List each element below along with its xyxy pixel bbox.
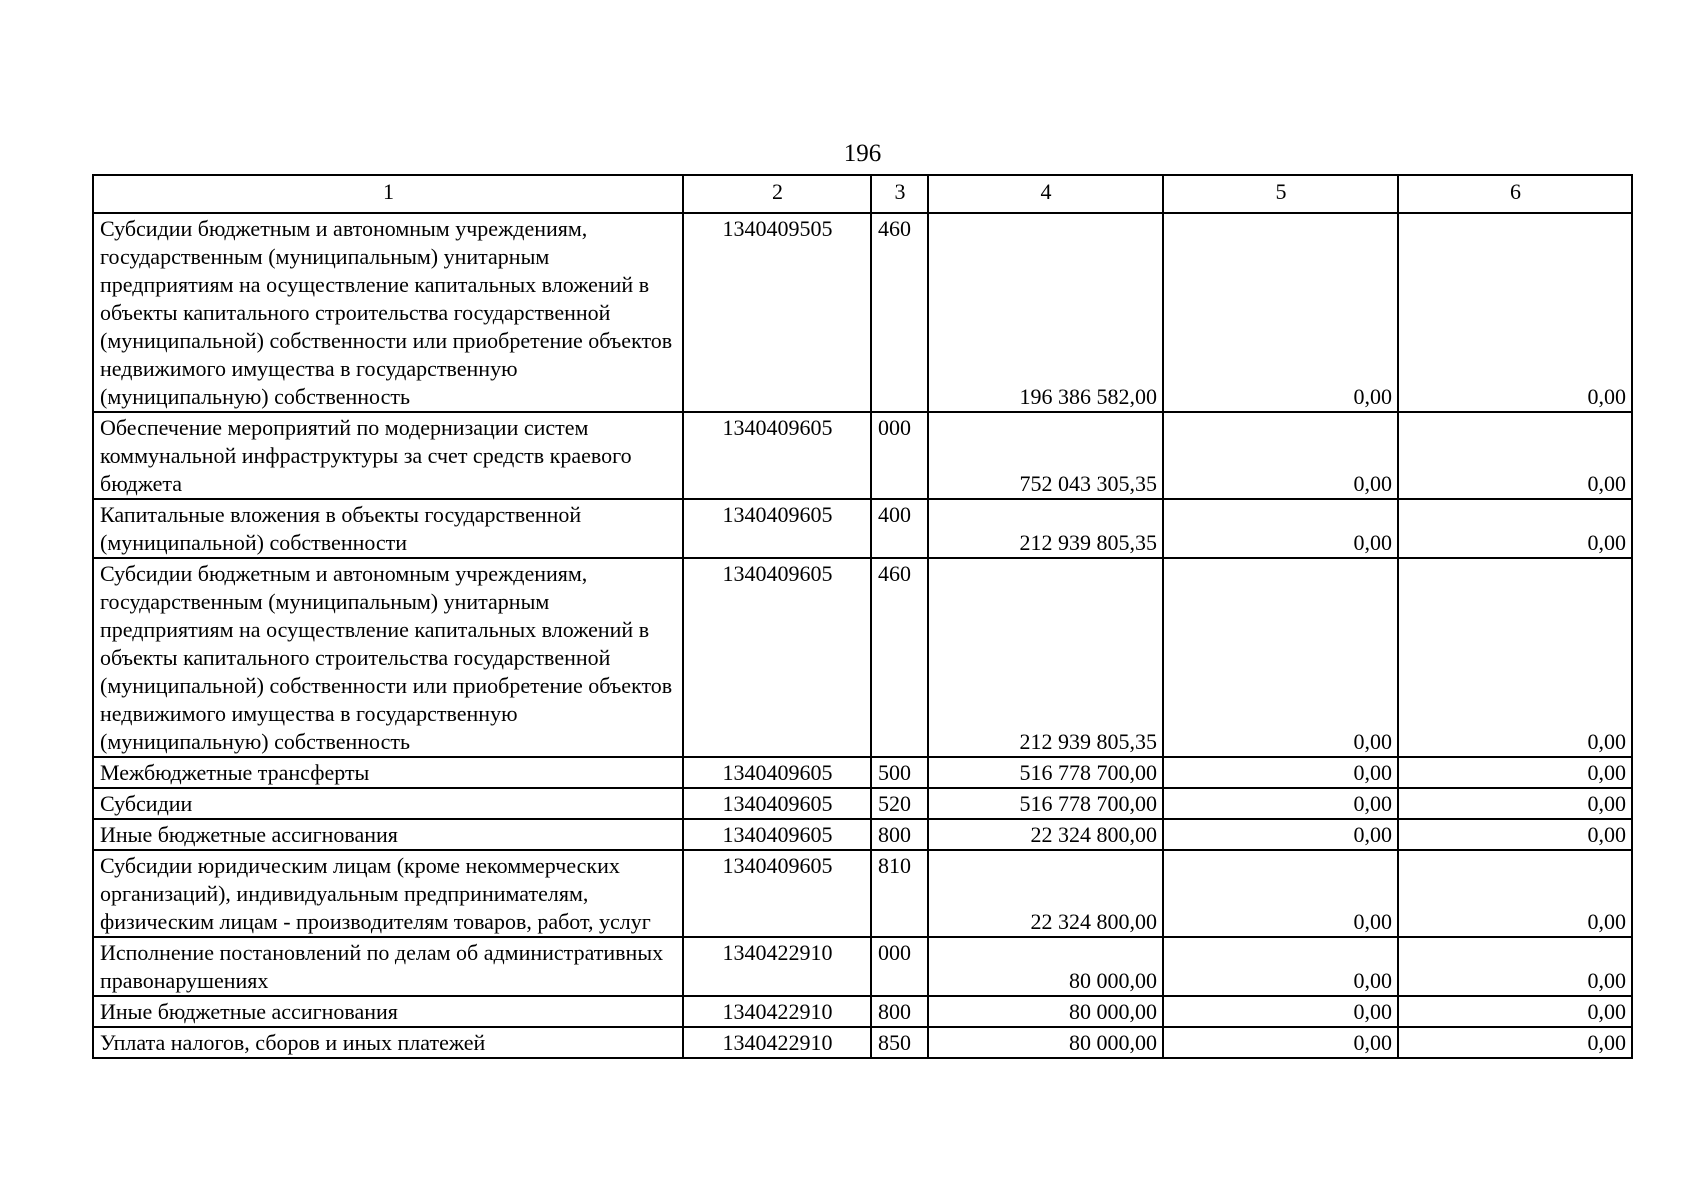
row-amount-col4: 80 000,00 xyxy=(928,1027,1163,1058)
row-amount-col5: 0,00 xyxy=(1163,788,1398,819)
table-row xyxy=(93,558,1632,757)
row-name-cell: Субсидии бюджетным и автономным учреждениям, государственным (муниципальным) унитарным предприятиям на осуществление капитальных вложений в объекты капитального строительства государственной (муниципальной) собственности или приобретение объектов недвижимого имущества в государственную (муниципальную) собственность xyxy=(93,558,683,757)
row-amount-col6: 0,00 xyxy=(1398,937,1632,996)
row-code-cell: 1340409505 xyxy=(683,213,871,412)
row-name-cell: Межбюджетные трансферты xyxy=(93,757,683,788)
table-header-row xyxy=(93,175,1632,213)
row-vr-cell: 810 xyxy=(871,850,928,937)
row-vr-cell: 800 xyxy=(871,996,928,1027)
row-amount-col4: 196 386 582,00 xyxy=(928,213,1163,412)
row-amount-col5: 0,00 xyxy=(1163,757,1398,788)
row-amount-col6: 0,00 xyxy=(1398,757,1632,788)
page-number: 196 xyxy=(843,140,882,167)
row-amount-col5: 0,00 xyxy=(1163,1027,1398,1058)
row-name-cell: Субсидии юридическим лицам (кроме некоммерческих организаций), индивидуальным предпринимателям, физическим лицам - производителям товаров, работ, услуг xyxy=(93,850,683,937)
row-vr-cell: 800 xyxy=(871,819,928,850)
row-name-cell: Исполнение постановлений по делам об административных правонарушениях xyxy=(93,937,683,996)
row-amount-col4: 22 324 800,00 xyxy=(928,850,1163,937)
row-code-cell: 1340409605 xyxy=(683,850,871,937)
row-amount-col4: 80 000,00 xyxy=(928,996,1163,1027)
column-header: 4 xyxy=(928,175,1163,213)
row-amount-col6: 0,00 xyxy=(1398,1027,1632,1058)
column-header: 6 xyxy=(1398,175,1632,213)
row-code-cell: 1340409605 xyxy=(683,788,871,819)
row-amount-col5: 0,00 xyxy=(1163,937,1398,996)
column-header: 3 xyxy=(871,175,928,213)
row-amount-col5: 0,00 xyxy=(1163,213,1398,412)
row-amount-col4: 516 778 700,00 xyxy=(928,757,1163,788)
row-name-cell: Субсидии бюджетным и автономным учреждениям, государственным (муниципальным) унитарным предприятиям на осуществление капитальных вложений в объекты капитального строительства государственной (муниципальной) собственности или приобретение объектов недвижимого имущества в государственную (муниципальную) собственность xyxy=(93,213,683,412)
row-amount-col6: 0,00 xyxy=(1398,499,1632,558)
row-name-cell: Обеспечение мероприятий по модернизации систем коммунальной инфраструктуры за счет средств краевого бюджета xyxy=(93,412,683,499)
row-amount-col6: 0,00 xyxy=(1398,850,1632,937)
row-amount-col4: 212 939 805,35 xyxy=(928,558,1163,757)
row-name-cell: Иные бюджетные ассигнования xyxy=(93,819,683,850)
table-row xyxy=(93,1027,1632,1058)
row-code-cell: 1340409605 xyxy=(683,819,871,850)
row-amount-col5: 0,00 xyxy=(1163,412,1398,499)
table-row xyxy=(93,499,1632,558)
row-amount-col6: 0,00 xyxy=(1398,819,1632,850)
row-code-cell: 1340409605 xyxy=(683,412,871,499)
row-vr-cell: 460 xyxy=(871,558,928,757)
row-amount-col5: 0,00 xyxy=(1163,499,1398,558)
row-amount-col4: 80 000,00 xyxy=(928,937,1163,996)
row-amount-col4: 212 939 805,35 xyxy=(928,499,1163,558)
row-amount-col5: 0,00 xyxy=(1163,819,1398,850)
row-amount-col4: 22 324 800,00 xyxy=(928,819,1163,850)
table-row xyxy=(93,788,1632,819)
row-vr-cell: 400 xyxy=(871,499,928,558)
row-name-cell: Уплата налогов, сборов и иных платежей xyxy=(93,1027,683,1058)
row-amount-col6: 0,00 xyxy=(1398,412,1632,499)
row-amount-col6: 0,00 xyxy=(1398,213,1632,412)
row-vr-cell: 850 xyxy=(871,1027,928,1058)
row-vr-cell: 500 xyxy=(871,757,928,788)
column-header: 1 xyxy=(93,175,683,213)
row-amount-col6: 0,00 xyxy=(1398,788,1632,819)
table-row xyxy=(93,412,1632,499)
budget-table xyxy=(92,174,1633,1059)
row-name-cell: Капитальные вложения в объекты государственной (муниципальной) собственности xyxy=(93,499,683,558)
column-header: 5 xyxy=(1163,175,1398,213)
row-vr-cell: 000 xyxy=(871,412,928,499)
row-amount-col5: 0,00 xyxy=(1163,850,1398,937)
row-amount-col4: 516 778 700,00 xyxy=(928,788,1163,819)
table-row xyxy=(93,819,1632,850)
row-code-cell: 1340422910 xyxy=(683,1027,871,1058)
column-header: 2 xyxy=(683,175,871,213)
row-amount-col5: 0,00 xyxy=(1163,996,1398,1027)
row-amount-col4: 752 043 305,35 xyxy=(928,412,1163,499)
table-row xyxy=(93,996,1632,1027)
table-row xyxy=(93,213,1632,412)
table-row xyxy=(93,937,1632,996)
row-code-cell: 1340409605 xyxy=(683,757,871,788)
row-code-cell: 1340409605 xyxy=(683,558,871,757)
table-row xyxy=(93,850,1632,937)
row-code-cell: 1340409605 xyxy=(683,499,871,558)
row-vr-cell: 460 xyxy=(871,213,928,412)
row-code-cell: 1340422910 xyxy=(683,996,871,1027)
row-name-cell: Иные бюджетные ассигнования xyxy=(93,996,683,1027)
row-amount-col5: 0,00 xyxy=(1163,558,1398,757)
row-code-cell: 1340422910 xyxy=(683,937,871,996)
row-amount-col6: 0,00 xyxy=(1398,558,1632,757)
row-amount-col6: 0,00 xyxy=(1398,996,1632,1027)
row-name-cell: Субсидии xyxy=(93,788,683,819)
row-vr-cell: 520 xyxy=(871,788,928,819)
table-row xyxy=(93,757,1632,788)
row-vr-cell: 000 xyxy=(871,937,928,996)
